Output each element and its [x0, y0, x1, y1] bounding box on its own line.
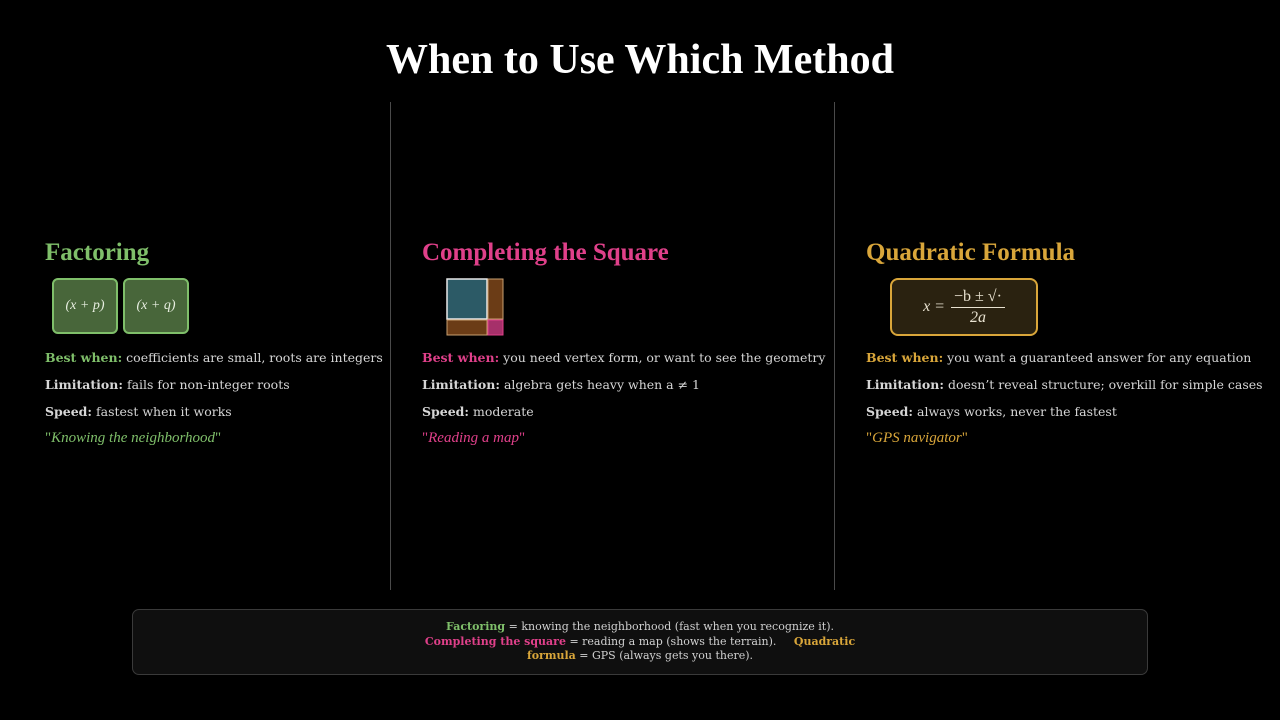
summary-formula-a: Quadratic: [793, 634, 856, 648]
method-title: Factoring: [45, 239, 150, 266]
speed-label: Speed:: [866, 404, 914, 419]
speed-label: Speed:: [45, 404, 93, 419]
factor-tile: (x + p): [52, 278, 118, 334]
speed-line: [866, 405, 1263, 419]
page-title: When to Use Which Method: [386, 37, 894, 83]
best-when-label: Best when:: [45, 350, 123, 365]
summary-square-text: = reading a map (shows the terrain).: [565, 634, 777, 648]
limitation-label: Limitation:: [45, 377, 123, 392]
speed-text: moderate: [473, 404, 534, 419]
method-title: Quadratic Formula: [866, 239, 1076, 266]
limitation-text: algebra gets heavy when a ≠ 1: [503, 377, 700, 392]
summary-factoring: Factoring: [445, 620, 506, 633]
summary-line: [133, 649, 1147, 664]
factor-tile: (x + q): [123, 278, 189, 334]
formula-fraction: [951, 288, 1005, 327]
summary-box: [132, 609, 1148, 675]
analogy-text: GPS navigator: [872, 430, 962, 446]
limitation-label: Limitation:: [422, 377, 500, 392]
best-when-line: [422, 351, 825, 365]
formula-visual: [866, 278, 1263, 338]
limitation-text: fails for non-integer roots: [126, 377, 290, 392]
analogy-text: Knowing the neighborhood: [51, 430, 216, 446]
summary-line: [133, 635, 1147, 650]
summary-formula-text: = GPS (always gets you there).: [575, 649, 754, 662]
analogy-quote: "Knowing the neighborhood": [45, 430, 222, 446]
limitation-label: Limitation:: [866, 377, 944, 392]
analogy-quote: "GPS navigator": [866, 430, 968, 446]
column-divider: [834, 102, 835, 590]
square-diagram: [422, 278, 825, 338]
square-diagram-graphic: [444, 278, 514, 338]
best-when-line: [866, 351, 1263, 365]
limitation-line: [866, 378, 1263, 392]
method-completing-square: [422, 238, 825, 447]
column-divider: [390, 102, 391, 590]
method-factoring: [45, 238, 383, 447]
method-title: Completing the Square: [422, 239, 669, 266]
best-when-label: Best when:: [866, 350, 944, 365]
best-when-line: [45, 351, 383, 365]
limitation-text: doesn’t reveal structure; overkill for simple cases: [947, 377, 1263, 392]
best-when-text: you want a guaranteed answer for any equation: [947, 350, 1252, 365]
speed-label: Speed:: [422, 404, 470, 419]
summary-formula-b: formula: [526, 649, 576, 662]
speed-text: always works, never the fastest: [917, 404, 1117, 419]
formula-box: [890, 278, 1038, 336]
summary-square: Completing the square: [424, 634, 566, 648]
best-when-text: coefficients are small, roots are integers: [126, 350, 383, 365]
factor-tiles: [45, 278, 383, 338]
analogy-quote: "Reading a map": [422, 430, 526, 446]
formula-denominator: 2a: [969, 308, 986, 326]
speed-text: fastest when it works: [96, 404, 232, 419]
method-quadratic-formula: [866, 238, 1263, 447]
limitation-line: [422, 378, 825, 392]
analogy-text: Reading a map: [428, 430, 519, 446]
formula-lhs: x =: [923, 298, 945, 315]
speed-line: [422, 405, 825, 419]
summary-factoring-text: = knowing the neighborhood (fast when you recognize it).: [505, 620, 835, 633]
speed-line: [45, 405, 383, 419]
limitation-line: [45, 378, 383, 392]
best-when-label: Best when:: [422, 350, 500, 365]
summary-line: [133, 620, 1147, 635]
best-when-text: you need vertex form, or want to see the geometry: [503, 350, 826, 365]
formula-numerator: −b ± √·: [951, 288, 1005, 308]
